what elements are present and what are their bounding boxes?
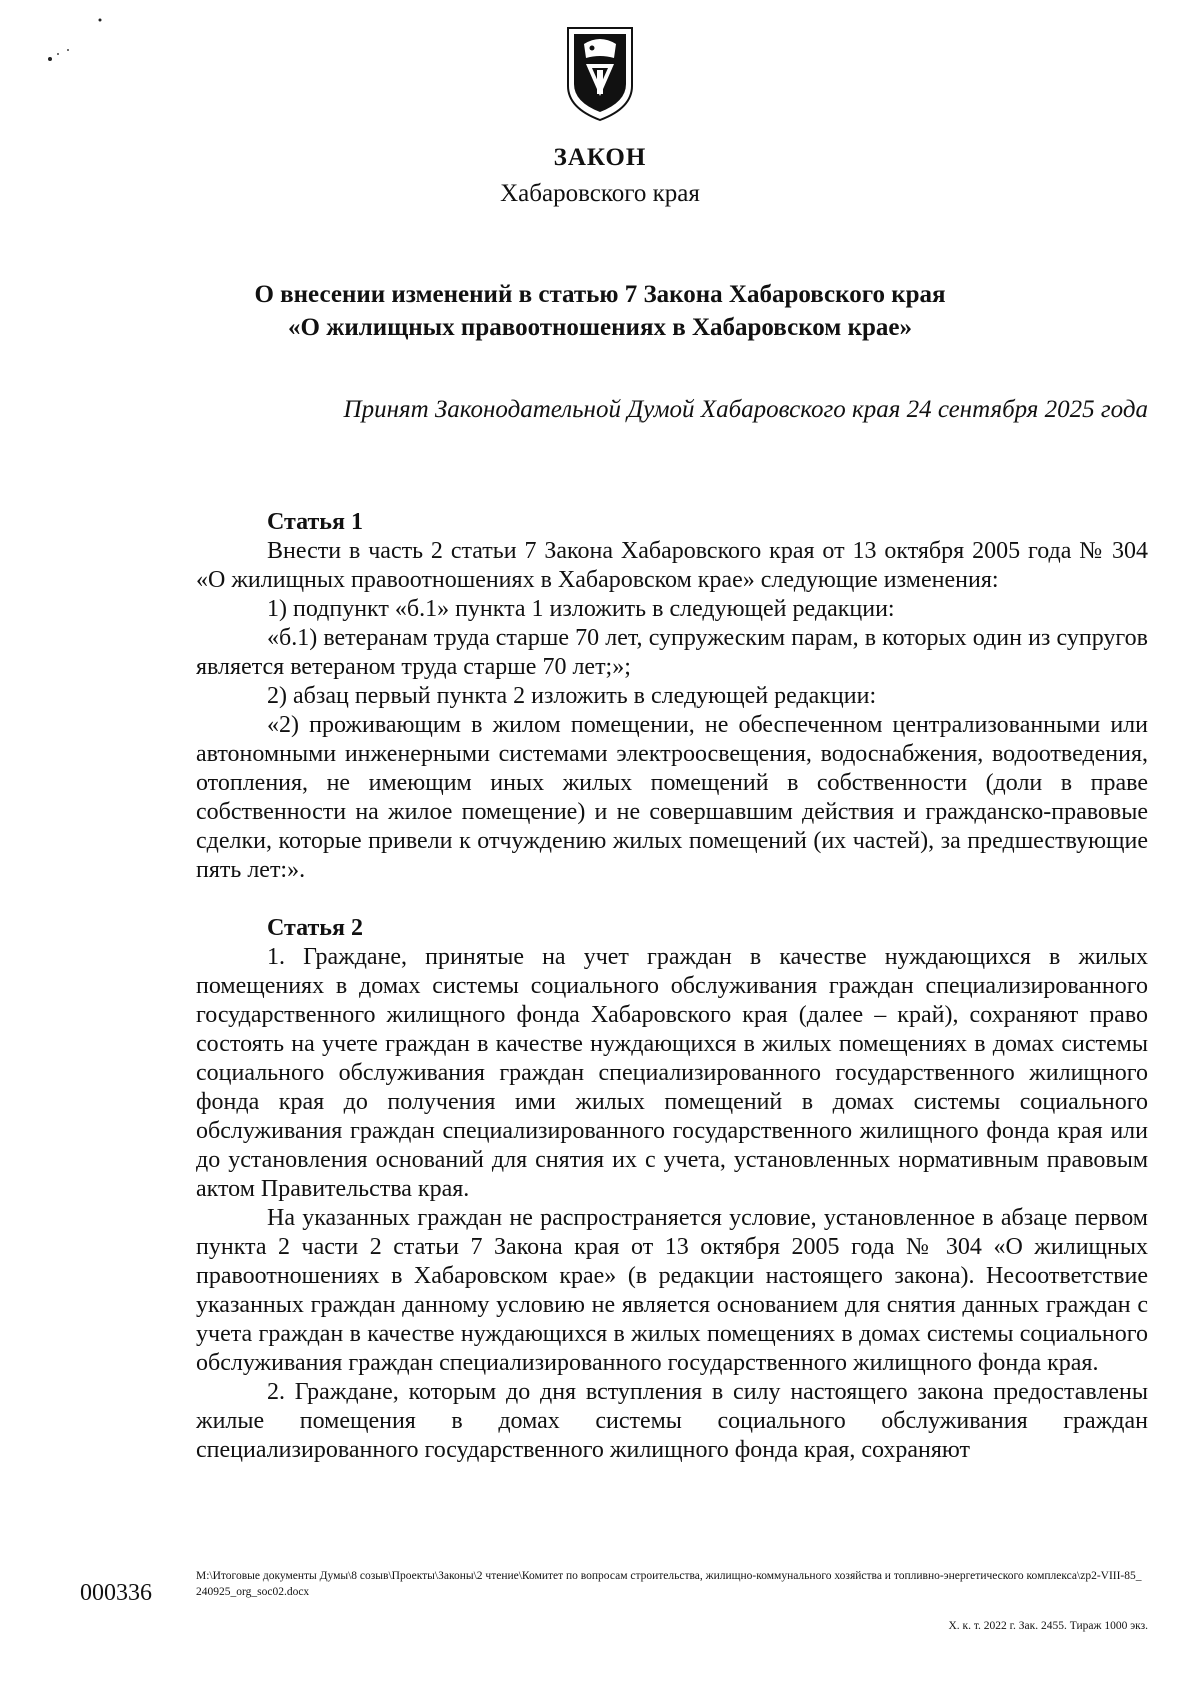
article-2-paragraph: 1. Граждане, принятые на учет граждан в качестве нуждающихся в жилых помещениях в домах системы социального обслуживания граждан специализированного государственного жилищного фонда Хабаровского края (далее – край), сохраняют право состоять на учете граждан в качестве нуждающихся в жилых помещениях в домах системы социального обслуживания граждан специализированного государственного жилищного фонда края до получения ими жилых помещений в домах системы социального обслуживания граждан специализированного государственного жилищного фонда края или до установления оснований для снятия их с учета, установленных нормативным правовым актом Правительства края. [196, 944, 1148, 1202]
title-line-1: О внесении изменений в статью 7 Закона Хабаровского края [254, 281, 946, 308]
print-info: Х. к. т. 2022 г. Зак. 2455. Тираж 1000 экз. [948, 1620, 1148, 1632]
article-1-paragraph: «2) проживающим в жилом помещении, не обеспеченном централизованными или автономными инженерными системами электроосвещения, водоснабжения, водоотведения, отопления, не имеющим иных жилых помещений в собственности (доли в праве собственности на жилое помещение) и не совершавшим действия и гражданско-правовые сделки, которые привели к отчуждению жилых помещений (их частей), за предшествующие пять лет:». [196, 712, 1148, 883]
adoption-note: Принят Законодательной Думой Хабаровского края 24 сентября 2025 года [343, 396, 1148, 423]
document-region: Хабаровского края [500, 180, 700, 207]
document-title [0, 278, 1200, 344]
scan-specks [40, 14, 120, 74]
article-1-heading: Статья 1 [267, 509, 363, 535]
article-1-paragraph: 1) подпункт «б.1» пункта 1 изложить в следующей редакции: [267, 596, 895, 622]
document-body [196, 508, 1148, 1465]
article-1-paragraph: 2) абзац первый пункта 2 изложить в следующей редакции: [267, 683, 877, 709]
article-2-heading: Статья 2 [267, 915, 363, 941]
document-number: 000336 [80, 1580, 152, 1606]
khabarovsk-coat-of-arms-icon [562, 24, 638, 124]
document-type: ЗАКОН [553, 144, 647, 171]
file-path: M:\Итоговые документы Думы\8 созыв\Проекты\Законы\2 чтение\Комитет по вопросам строительства, жилищно-коммунального хозяйства и топливно-энергетического комплекса\zp2-VIII-85_ 240925_org_soc02.docx [196, 1570, 1142, 1598]
article-2-paragraph: На указанных граждан не распространяется условие, установленное в абзаце первом пункта 2 части 2 статьи 7 Закона края от 13 октября 2005 года № 304 «О жилищных правоотношениях в Хабаровском крае» (в редакции настоящего закона). Несоответствие указанных граждан данному условию не является основанием для снятия данных граждан с учета граждан в качестве нуждающихся в жилых помещениях в домах системы социального обслуживания граждан специализированного государственного жилищного фонда края. [196, 1205, 1148, 1376]
article-1-paragraph: Внести в часть 2 статьи 7 Закона Хабаровского края от 13 октября 2005 года № 304 «О жилищных правоотношениях в Хабаровском крае» следующие изменения: [196, 538, 1148, 593]
section-gap [196, 885, 1148, 914]
article-1-paragraph: «б.1) ветеранам труда старше 70 лет, супружеским парам, в которых один из супругов является ветераном труда старше 70 лет;»; [196, 625, 1148, 680]
title-line-2: «О жилищных правоотношениях в Хабаровском крае» [288, 314, 912, 341]
article-2-paragraph: 2. Граждане, которым до дня вступления в силу настоящего закона предоставлены жилые помещения в домах системы социального обслуживания граждан специализированного государственного жилищного фонда края, сохраняют [196, 1379, 1148, 1463]
